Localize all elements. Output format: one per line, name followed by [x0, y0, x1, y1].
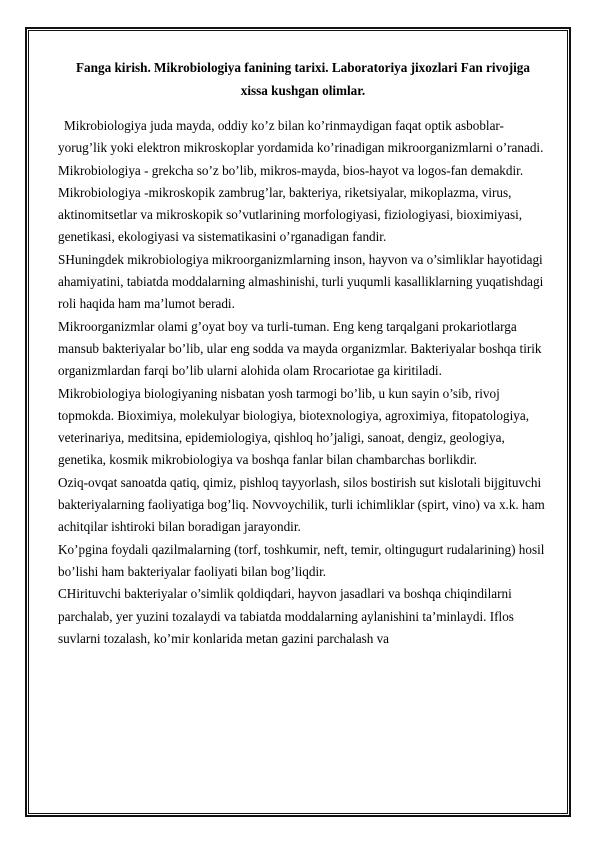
- paragraph-food-industry: Oziq-ovqat sanoatda qatiq, qimiz, pishloq tayyorlash, silos bostirish sut kislotali bijgituvchi bakteriyalarning faoliyatiga bog’liq. Novvoychilik, turli ichimliklar (spirt, vino) va x.k. ham achitqilar ishtiroki bilan boradigan jarayondir.: [58, 474, 545, 535]
- paragraph-importance: SHuningdek mikrobiologiya mikroorganizmlarning inson, hayvon va o’simliklar hayotidagi ahamiyatini, tabiatda moddalarning almashinishi, turli yuqumli kasalliklarning yuqatishdagi roli haqida ham ma’lumot beradi.: [58, 251, 544, 312]
- paragraph-minerals: Ko’pgina foydali qazilmalarning (torf, toshkumir, neft, temir, oltingugurt rudalarining) hosil bo’lishi ham bakteriyalar faoliyati bilan bog’liqdir.: [58, 541, 545, 579]
- paragraph-related-sciences: Mikrobiologiya biologiyaning nisbatan yosh tarmogi bo’lib, u kun sayin o’sib, rivoj topmokda. Bioximiya, molekulyar biologiya, biotexnologiya, agroximiya, fitopatologiya, veterinariya, meditsina, epidemiologiya, qishloq ho’jaligi, sanoat, dengiz, geologiya, genetika, kosmik mikrobiologiya va boshqa fanlar bilan chambarchas borlikdir.: [58, 385, 530, 468]
- document-title: Fanga kirish. Mikrobiologiya fanining tarixi. Laboratoriya jixozlari Fan rivojiga xissa kushgan olimlar.: [76, 60, 530, 98]
- document-body: [58, 56, 548, 650]
- paragraph-decomposers: CHirituvchi bakteriyalar o’simlik qoldiqdari, hayvon jasadlari va boshqa chiqindilarni parchalab, yer yuzini tozalaydi va tabiatda moddalarning aylanishini ta’minlaydi. Iflos suvlarni tozalash, ko’mir konlarida metan gazini parchalash va: [58, 586, 514, 646]
- paragraph-intro: Mikrobiologiya juda mayda, oddiy ko’z bilan ko’rinmaydigan faqat optik asboblar-yorug’lik yoki elektron mikroskoplar yordamida ko’rinadigan mikroorganizmlarni o’ranadi. Mikrobiologiya - grekcha so’z bo’lib, mikros-mayda, bios-hayot va logos-fan demakdir. Mikrobiologiya -mikroskopik zambrug’lar, bakteriya, riketsiyalar, mikoplazma, virus, aktinomitsetlar va mikroskopik so’vutlarining morfologiyasi, fiziologiyasi, bioximiyasi, genetikasi, ekologiyasi va sistematikasini o’rganadigan fandir.: [58, 118, 544, 245]
- paragraph-microorganisms: Mikroorganizmlar olami g’oyat boy va turli-tuman. Eng keng tarqalgani prokariotlarga mansub bakteriyalar bo’lib, ular eng sodda va mayda organizmlar. Bakteriyalar boshqa tirik organizmlardan farqi bo’lib ularni alohida olam Rrocariotae ga kiritiladi.: [58, 318, 542, 379]
